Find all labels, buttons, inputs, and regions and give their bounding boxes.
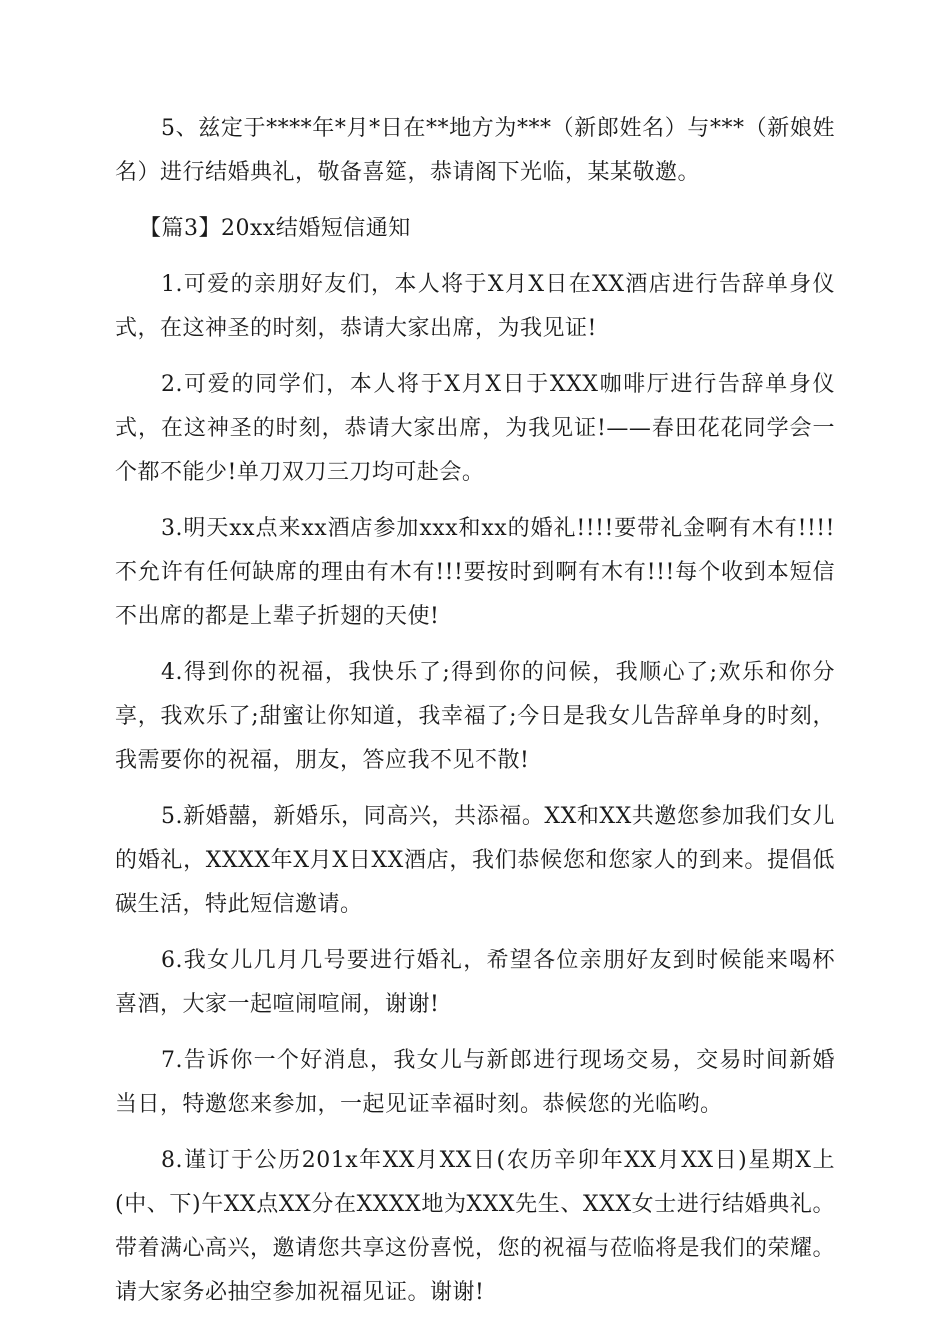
paragraph-5: 5.新婚囍，新婚乐，同高兴，共添福。XX和XX共邀您参加我们女儿的婚礼，XXXX年X月X日XX酒店，我们恭候您和您家人的到来。提倡低碳生活，特此短信邀请。 <box>115 804 836 917</box>
paragraph-3: 3.明天xx点来xx酒店参加xxx和xx的婚礼!!!!要带礼金啊有木有!!!!不允许有任何缺席的理由有木有!!!要按时到啊有木有!!!每个收到本短信不出席的都是上辈子折翅的天使! <box>115 516 835 629</box>
paragraph-1: 1.可爱的亲朋好友们，本人将于X月X日在XX酒店进行告辞单身仪式，在这神圣的时刻，恭请大家出席，为我见证! <box>115 272 835 341</box>
paragraph-6: 6.我女儿几月几号要进行婚礼，希望各位亲朋好友到时候能来喝杯喜酒，大家一起喧闹喧闹，谢谢! <box>115 948 835 1017</box>
paragraph-8: 8.谨订于公历201x年XX月XX日(农历辛卯年XX月XX日)星期X上(中、下)午XX点XX分在XXXX地为XXX先生、XXX女士进行结婚典礼。带着满心高兴，邀请您共享这份喜悦，您的祝福与莅临将是我们的荣耀。请大家务必抽空参加祝福见证。谢谢! <box>115 1148 836 1305</box>
document-body <box>115 107 835 1327</box>
paragraph-7: 7.告诉你一个好消息，我女儿与新郎进行现场交易，交易时间新婚当日，特邀您来参加，一起见证幸福时刻。恭候您的光临哟。 <box>115 1048 835 1117</box>
paragraph-intro-5: 5、兹定于****年*月*日在**地方为***（新郎姓名）与***（新娘姓名）进行结婚典礼，敬备喜筵，恭请阁下光临，某某敬邀。 <box>115 116 835 185</box>
paragraph-2: 2.可爱的同学们，本人将于X月X日于XXX咖啡厅进行告辞单身仪式，在这神圣的时刻，恭请大家出席，为我见证!——春田花花同学会一个都不能少!单刀双刀三刀均可赴会。 <box>115 372 835 485</box>
section-heading: 【篇3】20xx结婚短信通知 <box>139 216 411 241</box>
paragraph-4: 4.得到你的祝福，我快乐了;得到你的问候，我顺心了;欢乐和你分享，我欢乐了;甜蜜让你知道，我幸福了;今日是我女儿告辞单身的时刻，我需要你的祝福，朋友，答应我不见不散! <box>115 660 835 773</box>
